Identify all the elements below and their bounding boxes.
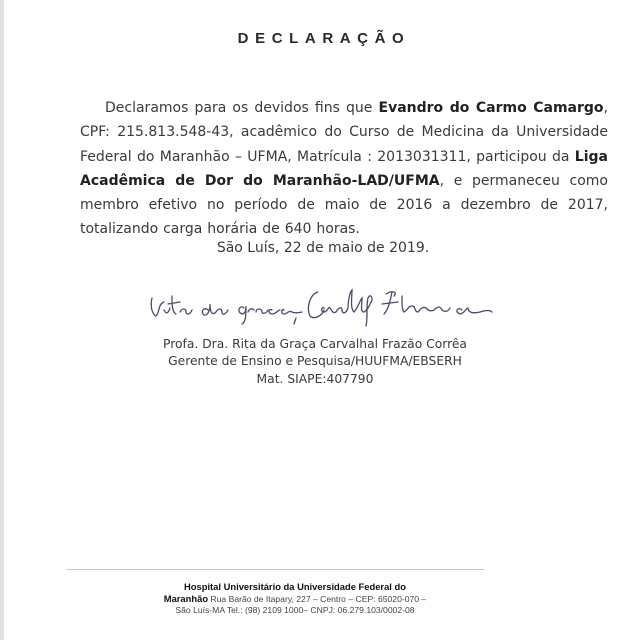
- signature-icon: [146, 282, 496, 330]
- signatory-block: [150, 336, 480, 388]
- body-intro: Declaramos para os devidos fins que: [105, 100, 379, 116]
- footer-divider: [66, 569, 484, 570]
- league-name: Liga Acadêmica de Dor do Maranhão-LAD/UFMA: [80, 148, 608, 189]
- signatory-name: Profa. Dra. Rita da Graça Carvalhal Frazão Corrêa: [163, 337, 467, 351]
- date-line: São Luís, 22 de maio de 2019.: [216, 240, 430, 256]
- footer-address: Rua Barão de Itapary, 227 – Centro – CEP: 65020-070 – São Luís-MA Tel.: (98) 2109 1000– CNPJ: 06.279.103/0002-08: [175, 594, 427, 615]
- footer-institution-line2: Maranhão: [163, 593, 209, 604]
- signatory-registration: Mat. SIAPE:407790: [256, 371, 374, 386]
- body-part2: , CPF: 215.813.548-43, acadêmico do Curso de Medicina da Universidade Federal do Maranhão – UFMA, Matrícula : 2013031311, participou da: [80, 100, 608, 165]
- page-edge: [0, 0, 4, 640]
- declaration-body: [80, 96, 608, 242]
- signatory-role: Gerente de Ensino e Pesquisa/HUUFMA/EBSERH: [168, 354, 462, 369]
- footer-institution-line1: Hospital Universitário da Universidade Federal do: [184, 581, 406, 592]
- body-part3: , e permaneceu como membro efetivo no período de maio de 2016 a dezembro de 2017, totalizando carga horária de 640 horas.: [80, 172, 608, 238]
- footer: [158, 581, 432, 616]
- handwritten-signature: [146, 282, 496, 330]
- document-title: DECLARAÇÃO: [237, 30, 411, 47]
- student-name: Evandro do Carmo Camargo: [378, 100, 604, 116]
